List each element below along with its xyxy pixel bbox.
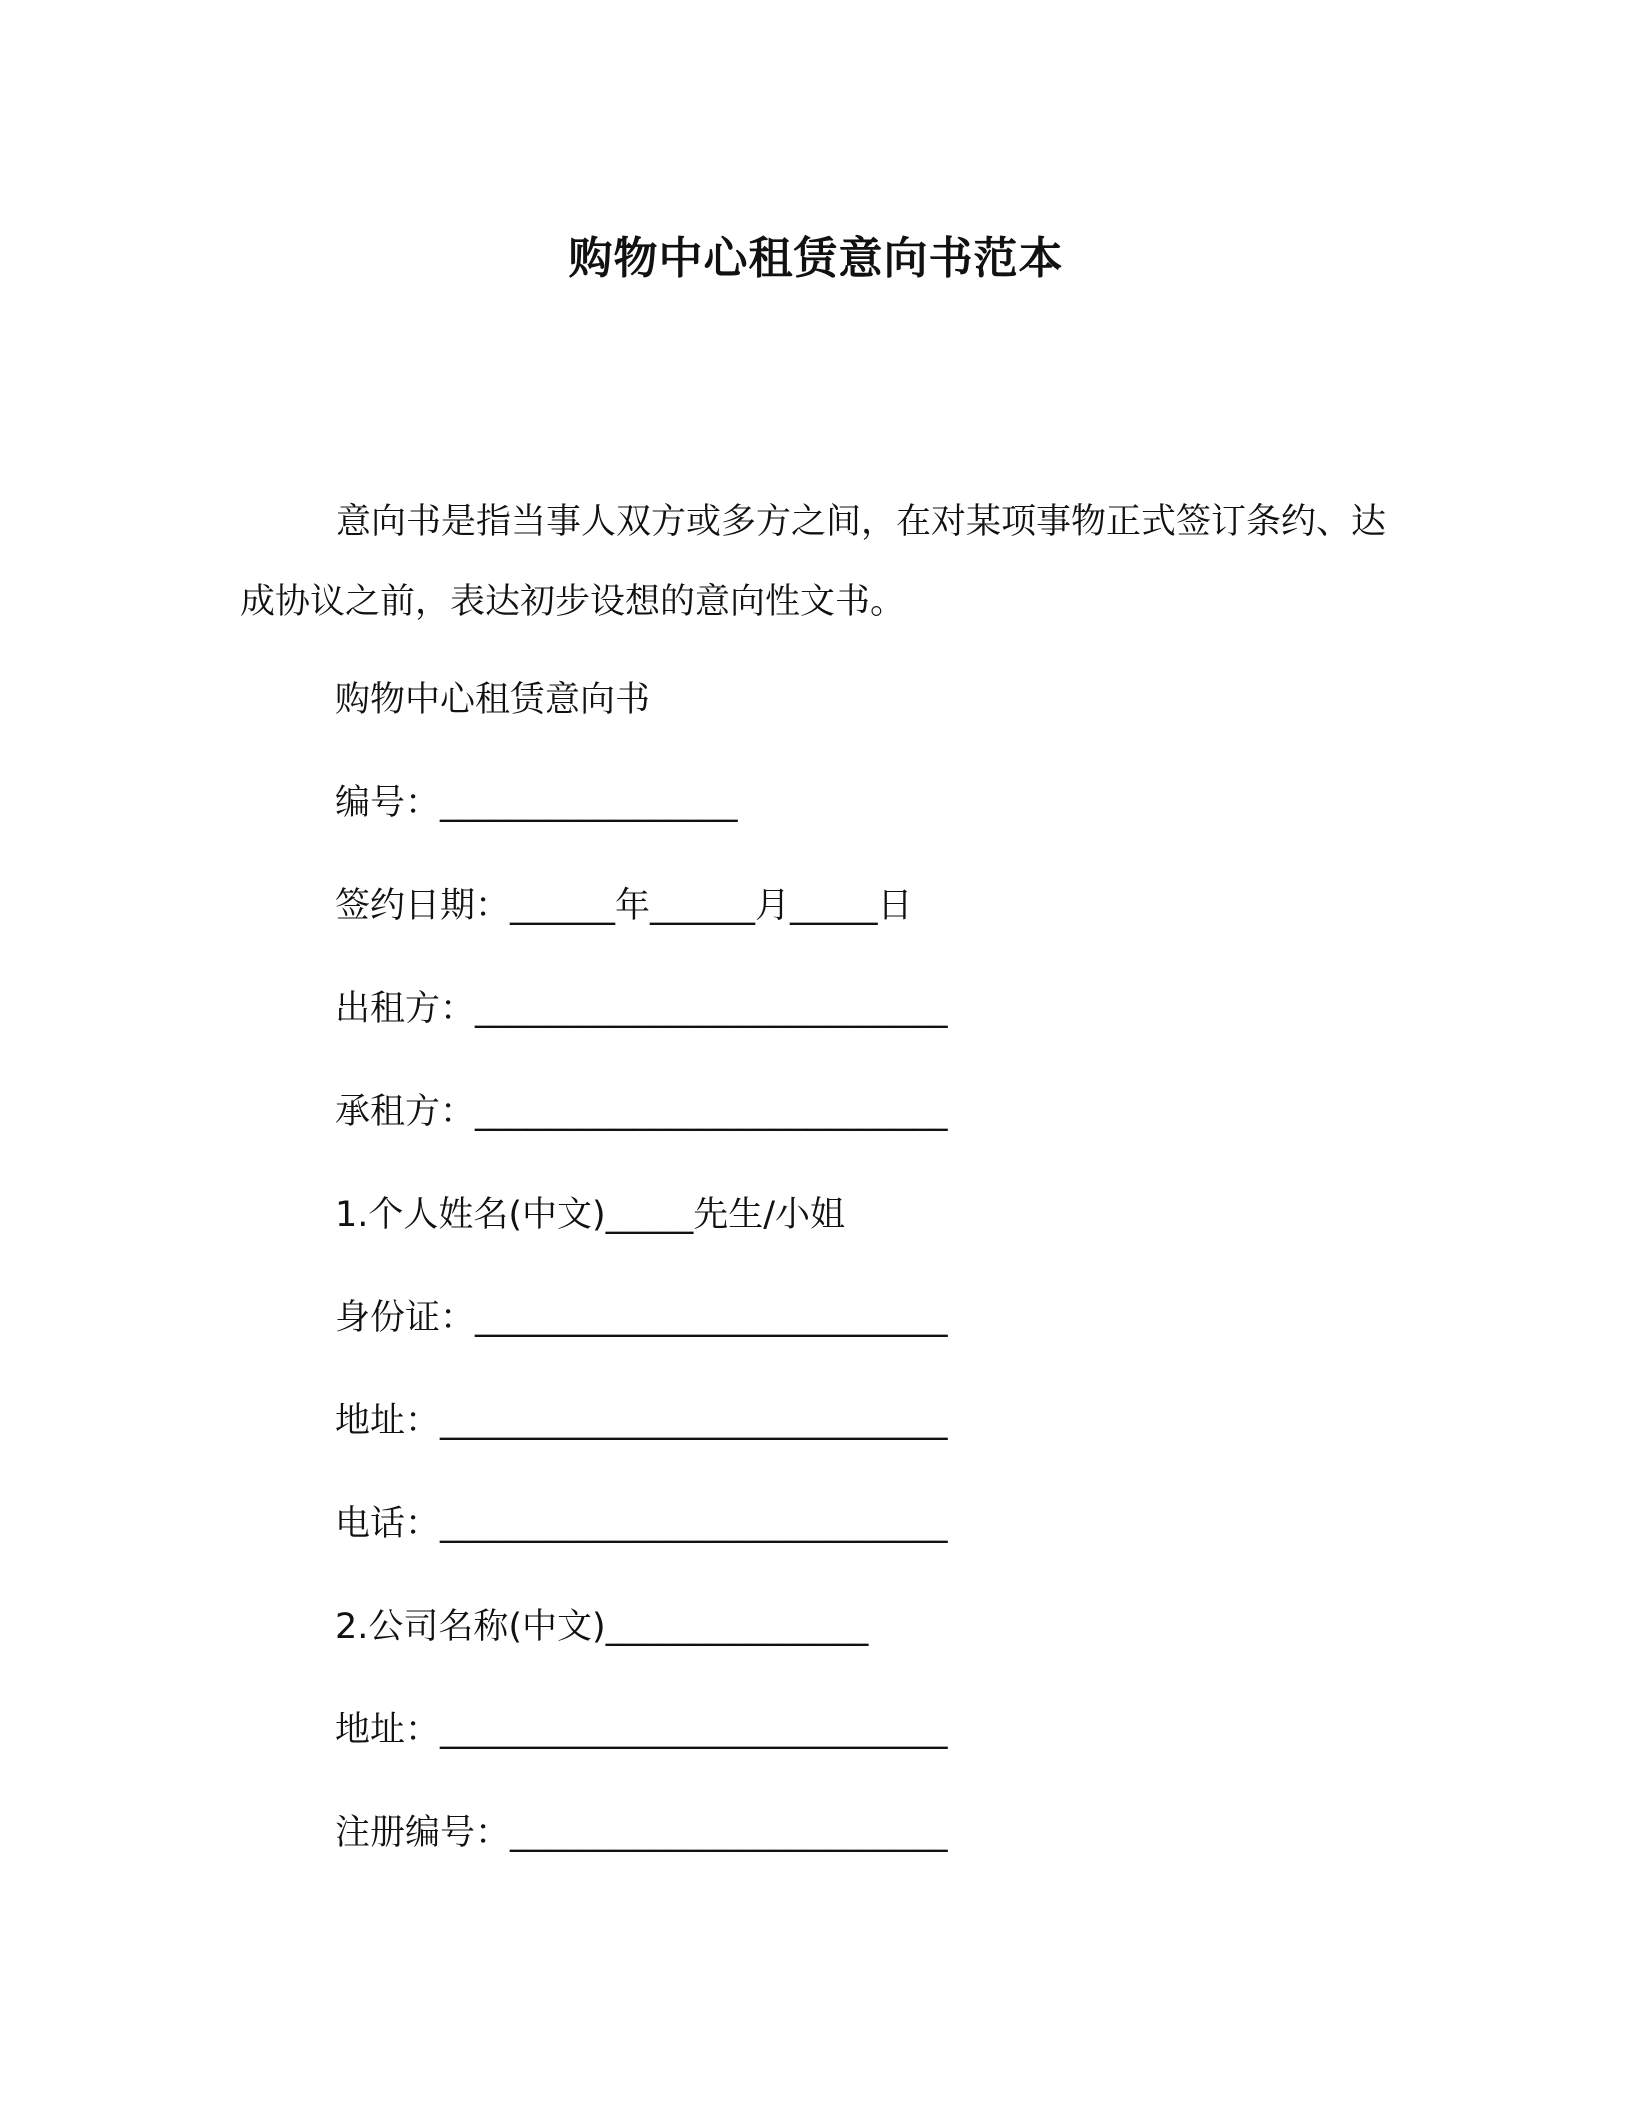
phone-field: 电话：_____________________________ — [335, 1504, 948, 1544]
subtitle: 购物中心租赁意向书 — [335, 680, 651, 720]
lessor-field: 出租方：___________________________ — [335, 989, 948, 1029]
sign-date-field: 签约日期：______年______月_____日 — [335, 886, 913, 926]
document-title: 购物中心租赁意向书范本 — [568, 233, 1064, 284]
number-field: 编号：_________________ — [335, 783, 738, 823]
lessee-field: 承租方：___________________________ — [335, 1092, 948, 1132]
id-card-field: 身份证：___________________________ — [335, 1298, 948, 1338]
intro-paragraph: 意向书是指当事人双方或多方之间，在对某项事物正式签订条约、达成协议之前，表达初步设想的意向性文书。 — [240, 502, 1387, 622]
address-field-1: 地址：_____________________________ — [335, 1401, 948, 1441]
person-name-field: 1.个人姓名(中文)_____先生/小姐 — [335, 1195, 845, 1235]
registration-number-field: 注册编号：_________________________ — [335, 1813, 948, 1853]
company-name-field: 2.公司名称(中文)_______________ — [335, 1607, 869, 1647]
address-field-2: 地址：_____________________________ — [335, 1710, 948, 1750]
